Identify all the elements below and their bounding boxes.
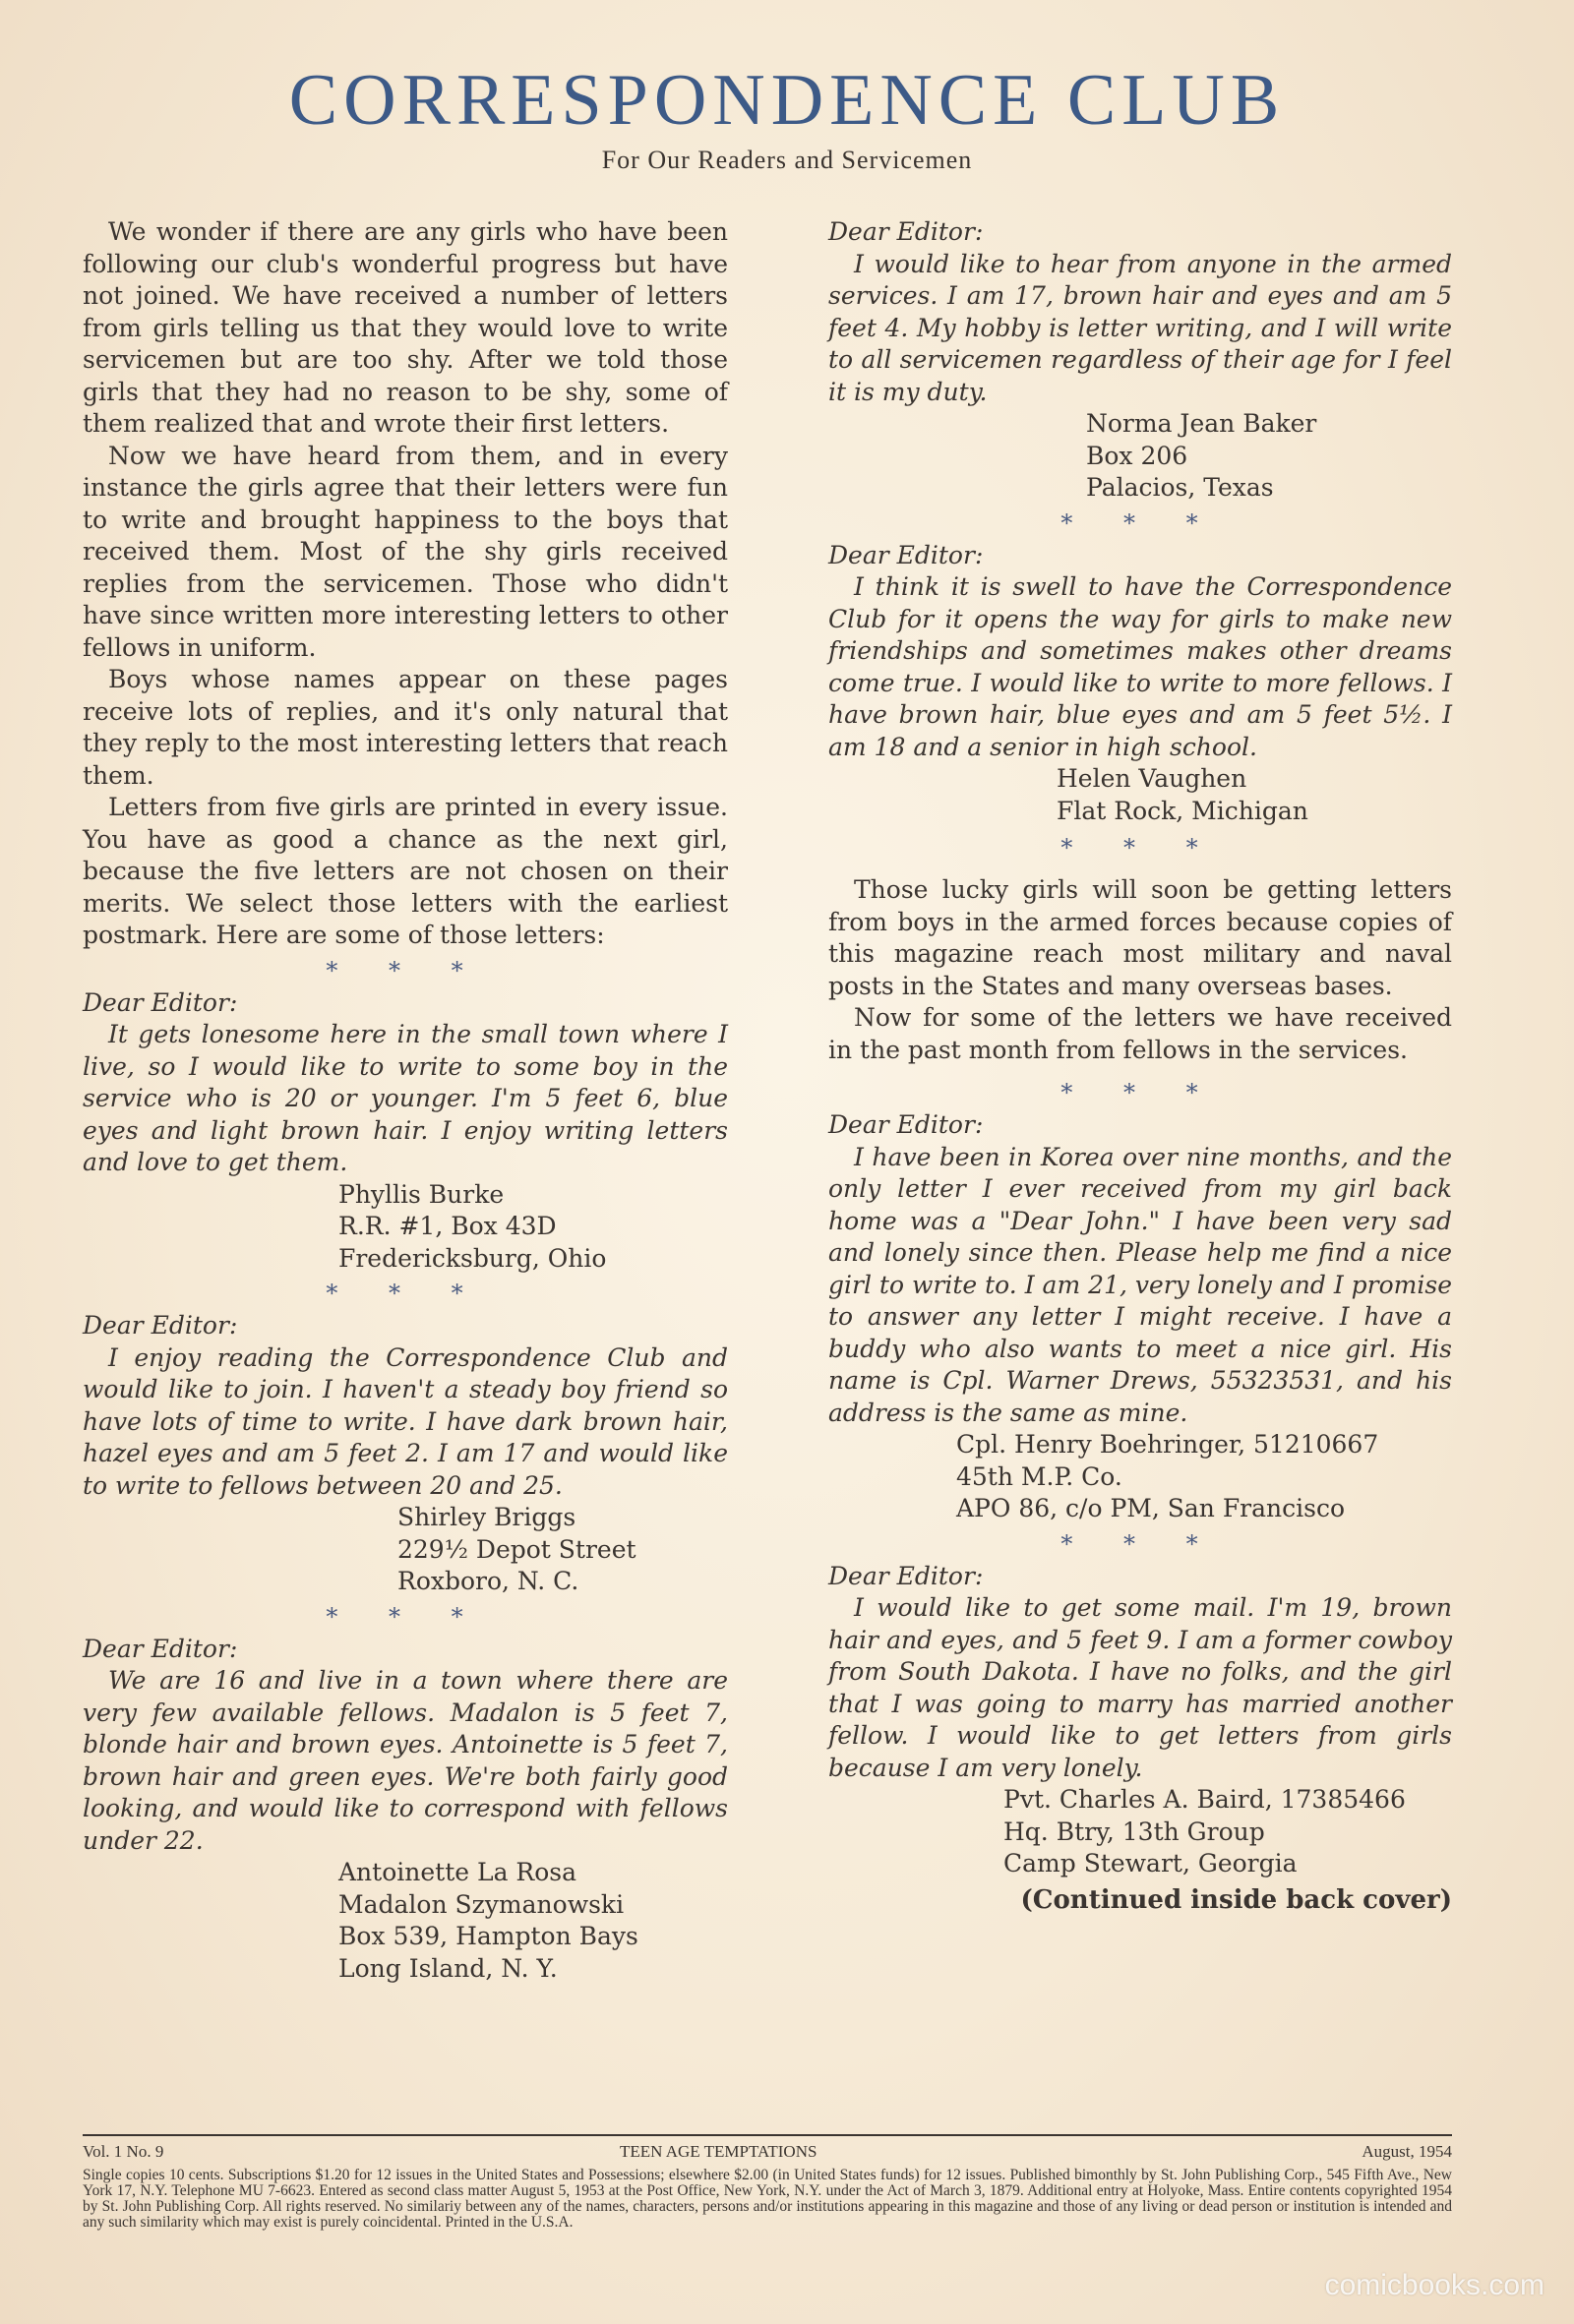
letter-signature (338, 1179, 728, 1276)
letter-body: I have been in Korea over nine months, and the only letter I ever received from my girl back home was a "Dear John." I have been very sad and lonely since then. Please help me find a nice girl to write to. I am 21, very lonely and I promise to answer any letter I might receive. I have a buddy who also wants to meet a nice girl. His name is Cpl. Warner Drews, 55323531, and his address is the same as mine. (828, 1142, 1452, 1427)
footer-divider (83, 2134, 1452, 2136)
left-column (83, 216, 728, 1985)
issue-date: August, 1954 (1362, 2142, 1452, 2161)
page-title: CORRESPONDENCE CLUB (288, 60, 1286, 141)
watermark: comicbooks.com (1324, 2269, 1544, 2301)
transition-paragraph: Those lucky girls will soon be getting letters from boys in the armed forces because copies of this magazine reach most military and naval posts in the States and many overseas bases. (828, 875, 1452, 1000)
letter-greeting: Dear Editor: (828, 217, 984, 246)
letter-helen-vaughen (828, 540, 1452, 828)
intro-paragraph: We wonder if there are any girls who have been following our club's wonderful progress but have not joined. We have received a number of letters from girls telling us that they would love to write servicemen but are too shy. After we told those girls that they had no reason to be shy, some of them realized that and wrote their first letters. (83, 217, 728, 438)
letter-signature (1086, 408, 1452, 505)
intro-paragraph: Letters from five girls are printed in every issue. You have as good a chance as the next girl, because the five letters are not chosen on their merits. We select those letters with the earliest postmark. Here are some of those letters: (83, 793, 728, 949)
letter-body: I would like to hear from anyone in the armed services. I am 17, brown hair and eyes and am 5 feet 4. My hobby is letter writing, and I will write to all servicemen regardless of their age for I feel it is my duty. (828, 249, 1452, 406)
letter-shirley-briggs (83, 1310, 728, 1598)
publication-fine-print: Single copies 10 cents. Subscriptions $1.20 for 12 issues in the United States and Possessions; elsewhere $2.00 (in United States funds) for 12 issues. Published bimonthly by St. John Publishing Corp., 545 Fifth Ave., New York 17, N.Y. Telephone MU 7-6623. Entered as second class matter August 5, 1953 at the Post Office, New York, N.Y. under the Act of March 3, 1879. Additional entry at Holyoke, Mass. Entire contents copyrighted 1954 by St. John Publishing Corp. All rights reserved. No similariy between any of the names, characters, persons and/or institutions appearing in this magazine and those of any living or dead person or institution is intended and any such similarity which may exist is purely coincidental. Printed in the U.S.A. (83, 2167, 1452, 2231)
page-subtitle: For Our Readers and Servicemen (601, 146, 973, 174)
signature-line: Cpl. Henry Boehringer, 51210667 (956, 1430, 1379, 1459)
signature-line: R.R. #1, Box 43D (338, 1212, 557, 1240)
transition-paragraph: Now for some of the letters we have received in the past month from fellows in the services. (828, 1003, 1452, 1064)
magazine-title: TEEN AGE TEMPTATIONS (620, 2142, 817, 2161)
letter-body: I think it is swell to have the Correspondence Club for it opens the way for girls to make new friendships and sometimes makes other dreams come true. I would like to write to more fellows. I have brown hair, blue eyes and am 5 feet 5½. I am 18 and a senior in high school. (828, 572, 1452, 761)
signature-line: Roxboro, N. C. (397, 1567, 579, 1595)
letter-greeting: Dear Editor: (828, 540, 984, 569)
letter-signature (338, 1857, 728, 1985)
star-divider: * * * (1060, 834, 1220, 862)
continued-note: (Continued inside back cover) (1020, 1884, 1452, 1915)
star-divider: * * * (326, 1280, 485, 1307)
signature-line: Hq. Btry, 13th Group (1003, 1817, 1265, 1846)
letter-phyllis-burke (83, 987, 728, 1276)
signature-line: 229½ Depot Street (397, 1534, 636, 1564)
signature-line: Helen Vaughen (1057, 764, 1247, 793)
letter-henry-boehringer (828, 1109, 1452, 1525)
footer-masthead (83, 2142, 1452, 2166)
signature-line: APO 86, c/o PM, San Francisco (956, 1494, 1346, 1522)
letter-signature (956, 1429, 1452, 1525)
intro-paragraph: Boys whose names appear on these pages receive lots of replies, and it's only natural that they reply to the most interesting letters that reach them. (83, 665, 728, 790)
star-divider: * * * (326, 1602, 485, 1631)
letter-la-rosa-szymanowski (83, 1634, 728, 1986)
letter-signature (1003, 1784, 1452, 1880)
letter-signature (1057, 763, 1452, 827)
star-divider: * * * (326, 956, 485, 984)
signature-line: Madalon Szymanowski (338, 1889, 625, 1919)
intro-paragraph: Now we have heard from them, and in every instance the girls agree that their letters were fun to write and brought happiness to the boys that received them. Most of the shy girls received replies from the servicemen. Those who didn't have since written more interesting letters to other fellows in uniform. (83, 441, 728, 662)
star-divider: * * * (1060, 1529, 1220, 1558)
signature-line: Long Island, N. Y. (338, 1953, 558, 1983)
signature-line: Norma Jean Baker (1086, 409, 1317, 438)
letter-body: I would like to get some mail. I'm 19, brown hair and eyes, and 5 feet 9. I am a former cowboy from South Dakota. I have no folks, and the girl that I was going to marry has married another fellow. I would like to get letters from girls because I am very lonely. (828, 1593, 1452, 1782)
letter-greeting: Dear Editor: (828, 1110, 984, 1139)
letter-greeting: Dear Editor: (83, 1634, 238, 1663)
signature-line: 45th M.P. Co. (956, 1461, 1122, 1491)
signature-line: Camp Stewart, Georgia (1003, 1849, 1298, 1877)
signature-line: Fredericksburg, Ohio (338, 1243, 607, 1273)
letter-body: We are 16 and live in a town where there are very few available fellows. Madalon is 5 feet 7, blonde hair and brown eyes. Antoinette is 5 feet 7, brown hair and green eyes. We're both fairly good looking, and would like to correspond with fellows under 22. (83, 1666, 728, 1855)
letter-charles-baird (828, 1561, 1452, 1880)
signature-line: Antoinette La Rosa (338, 1858, 577, 1886)
star-divider: * * * (1060, 1079, 1220, 1106)
signature-line: Box 539, Hampton Bays (338, 1922, 638, 1950)
letter-greeting: Dear Editor: (828, 1561, 984, 1590)
signature-line: Shirley Briggs (397, 1503, 576, 1531)
signature-line: Box 206 (1086, 441, 1188, 470)
signature-line: Palacios, Texas (1086, 473, 1274, 502)
volume-number: Vol. 1 No. 9 (83, 2142, 164, 2161)
letter-signature (397, 1502, 728, 1598)
letter-body: I enjoy reading the Correspondence Club and would like to join. I haven't a steady boy friend so have lots of time to write. I have dark brown hair, hazel eyes and am 5 feet 2. I am 17 and would like to write to fellows between 20 and 25. (83, 1342, 728, 1500)
signature-line: Phyllis Burke (338, 1179, 505, 1209)
right-column (828, 216, 1452, 1916)
letter-greeting: Dear Editor: (83, 1311, 238, 1340)
letter-norma-jean-baker (828, 216, 1452, 505)
star-divider: * * * (1060, 508, 1220, 537)
signature-line: Flat Rock, Michigan (1057, 796, 1308, 825)
letter-body: It gets lonesome here in the small town where I live, so I would like to write to some boy in the service who is 20 or younger. I'm 5 feet 6, blue eyes and light brown hair. I enjoy writing letters and love to get them. (83, 1020, 728, 1176)
letter-greeting: Dear Editor: (83, 987, 238, 1017)
signature-line: Pvt. Charles A. Baird, 17385466 (1003, 1785, 1406, 1814)
